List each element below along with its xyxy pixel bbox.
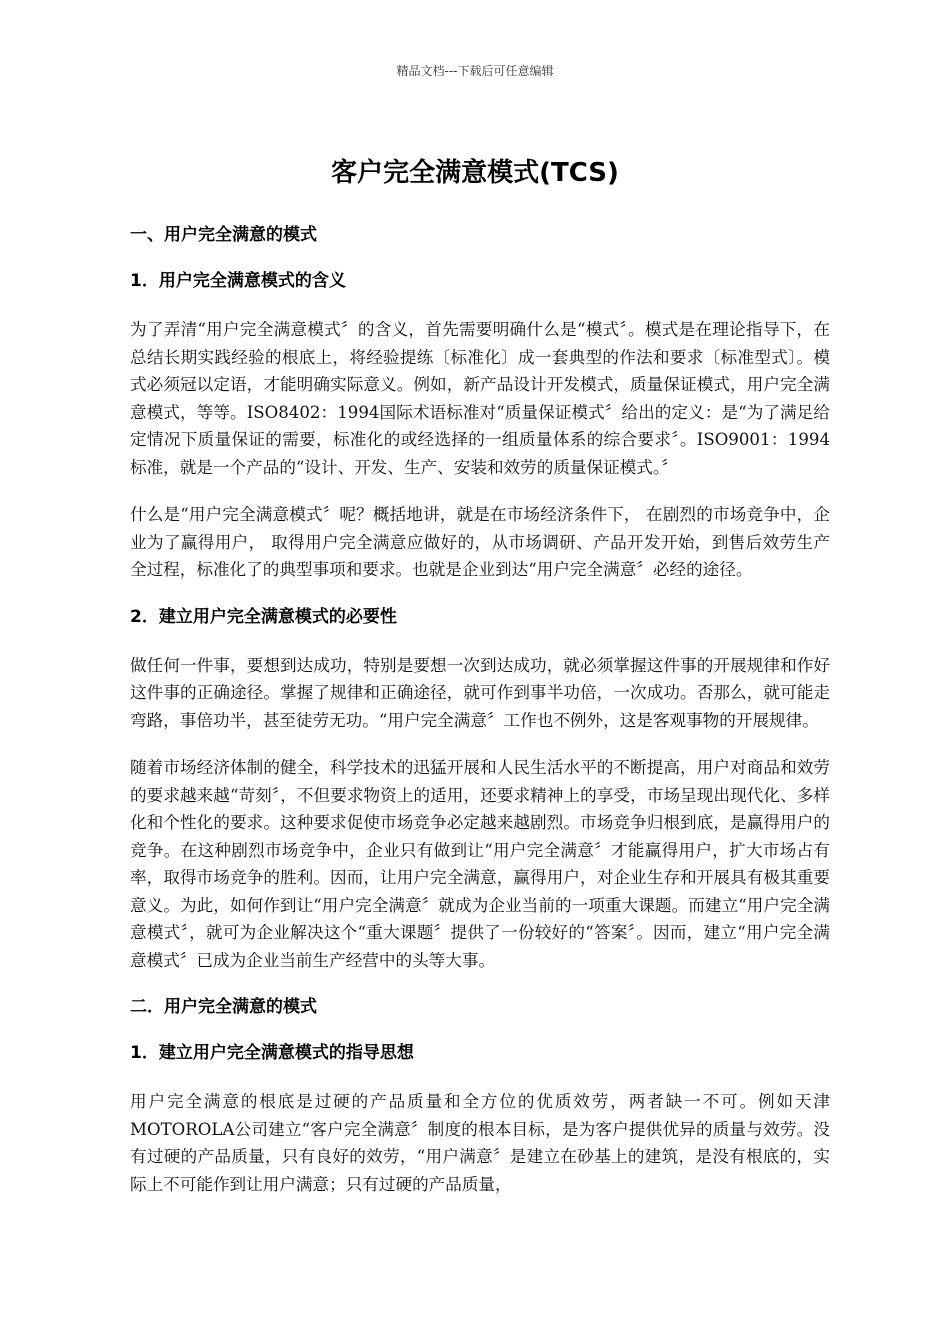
subsection-heading-1-2: 2．建立用户完全满意模式的必要性 [130,606,397,627]
paragraph-1-2-b: 随着市场经济体制的健全，科学技术的迅猛开展和人民生活水平的不断提高，用户对商品和效劳的要求越来越“苛刻〞，不但要求物资上的适用，还要求精神上的享受，市场呈现出现代化、多样化和个性化的要求。这种要求促使市场竞争必定越来越剧烈。市场竞争归根到底，是赢得用户的竞争。在这种剧烈市场竞争中，企业只有做到让“用户完全满意〞才能赢得用户，扩大市场占有率，取得市场竞争的胜利。因而，让用户完全满意，赢得用户，对企业生存和开展具有极其重要意义。为此，如何作到让“用户完全满意〞就成为企业当前的一项重大课题。而建立“用户完全满意模式〞，就可为企业解决这个“重大课题〞提供了一份较好的“答案〞。因而，建立“用户完全满意模式〞已成为企业当前生产经营中的头等大事。 [130,758,830,970]
subsection-heading-2-1: 1．建立用户完全满意模式的指导思想 [130,1043,414,1063]
paragraph-1-1-a: 为了弄清“用户完全满意模式〞的含义，首先需要明确什么是“模式〞。模式是在理论指导下，在总结长期实践经验的根底上，将经验提练〔标准化〕成一套典型的作法和要求〔标准型式〕。模式必须冠以定语，才能明确实际意义。例如，新产品设计开发模式，质量保证模式，用户完全满意模式，等等。ISO8402：1994国际术语标准对“质量保证模式〞给出的定义：是“为了满足给定情况下质量保证的需要，标准化的或经选择的一组质量体系的综合要求〞。ISO9001：1994标准，就是一个产品的“设计、开发、生产、安装和效劳的质量保证模式。〞 [130,320,830,477]
document-title: 客户完全满意模式(TCS) [331,158,619,188]
subsection-heading-1-1: 1．用户完全满意模式的含义 [130,271,346,291]
paragraph-1-2-a: 做任何一件事，要想到达成功，特别是要想一次到达成功，就必须掌握这件事的开展规律和作好这件事的正确途径。掌握了规律和正确途径，就可作到事半功倍，一次成功。否那么，就可能走弯路，事倍功半，甚至徒劳无功。“用户完全满意〞工作也不例外，这是客观事物的开展规律。 [130,655,830,730]
paragraph-2-1-a: 用户完全满意的根底是过硬的产品质量和全方位的优质效劳，两者缺一不可。例如天津MOTOROLA公司建立“客户完全满意〞制度的根本目标，是为客户提供优异的质量与效劳。没有过硬的产品质量，只有良好的效劳，“用户满意〞是建立在砂基上的建筑，是没有根底的，实际上不可能作到让用户满意；只有过硬的产品质量， [130,1092,830,1194]
page-header: 精品文档---下载后可任意编辑 [396,64,554,78]
section-heading-2: 二．用户完全满意的模式 [130,997,317,1017]
section-heading-1: 一、用户完全满意的模式 [130,225,317,245]
document-body [130,222,830,1198]
paragraph-1-1-b: 什么是“用户完全满意模式〞呢？概括地讲，就是在市场经济条件下， 在剧烈的市场竞争中，企业为了赢得用户， 取得用户完全满意应做好的，从市场调研、产品开发开始，到售后效劳生产全过程，标准化了的典型事项和要求。也就是企业到达“用户完全满意〞必经的途径。 [130,505,830,579]
